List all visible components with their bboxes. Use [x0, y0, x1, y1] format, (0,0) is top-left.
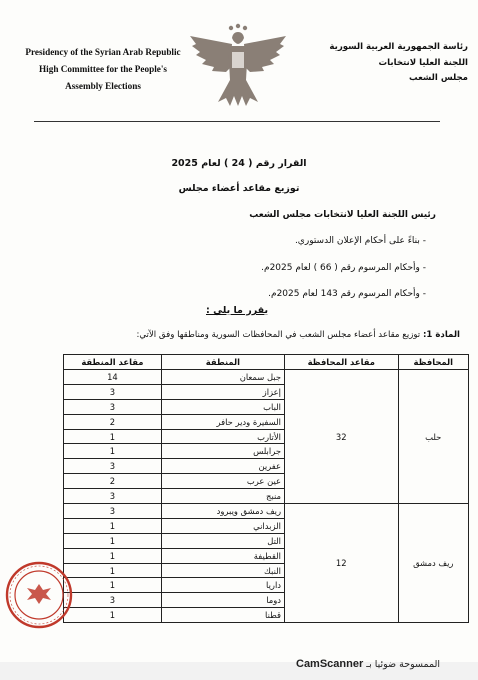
region-cell: النبك: [161, 563, 284, 578]
region-seats-cell: 1: [64, 429, 162, 444]
article-1: [136, 330, 460, 340]
region-cell: داريا: [161, 578, 284, 593]
decision-issuer: رئيس اللجنة العليا لانتخابات مجلس الشعب: [249, 210, 436, 220]
clause-decree-66: - وأحكام المرسوم رقم ( 66 ) لعام 2025م.: [261, 263, 426, 273]
english-header-line: Assembly Elections: [65, 81, 141, 91]
official-seal-icon: [4, 560, 74, 630]
region-seats-cell: 2: [64, 474, 162, 489]
table-row: [64, 370, 469, 385]
region-seats-cell: 3: [64, 384, 162, 399]
region-cell: الزبداني: [161, 518, 284, 533]
region-seats-cell: 3: [64, 593, 162, 608]
table-row: [64, 504, 469, 519]
region-cell: الباب: [161, 399, 284, 414]
scanner-watermark: [296, 658, 440, 670]
region-cell: قطنا: [161, 608, 284, 623]
english-header-line: High Committee for the People's: [39, 64, 167, 74]
english-header-line: Presidency of the Syrian Arab Republic: [25, 47, 181, 57]
region-seats-cell: 3: [64, 399, 162, 414]
governorate-cell: حلب: [398, 370, 468, 504]
clause-decree-143: - وأحكام المرسوم رقم 143 لعام 2025م.: [268, 289, 426, 299]
clause-constitution: - بناءً على أحكام الإعلان الدستوري.: [294, 236, 426, 246]
governorate-cell: ريف دمشق: [398, 504, 468, 623]
region-seats-cell: 2: [64, 414, 162, 429]
region-cell: ريف دمشق ويبرود: [161, 504, 284, 519]
seat-distribution-table: [63, 354, 469, 623]
table-header-row: [64, 355, 469, 370]
watermark-prefix: الممسوحة ضوئيا بـ: [366, 659, 441, 670]
region-cell: القطيفة: [161, 548, 284, 563]
region-cell: التل: [161, 533, 284, 548]
region-cell: عين عرب: [161, 474, 284, 489]
arabic-header-line: مجلس الشعب: [408, 73, 468, 83]
header-region-seats: مقاعد المنطقة: [64, 355, 162, 370]
arabic-header-line: رئاسة الجمهورية العربية السورية: [329, 42, 468, 52]
region-seats-cell: 1: [64, 578, 162, 593]
arabic-header: [318, 40, 468, 87]
decides-heading: يقرر ما يلي :: [206, 305, 269, 316]
article-text: توزيع مقاعد أعضاء مجلس الشعب في المحافظات السورية ومناطقها وفق الآتي:: [136, 330, 421, 340]
region-seats-cell: 14: [64, 370, 162, 385]
region-cell: إعزاز: [161, 384, 284, 399]
region-seats-cell: 1: [64, 548, 162, 563]
region-cell: جرابلس: [161, 444, 284, 459]
region-cell: الأتارب: [161, 429, 284, 444]
region-seats-cell: 1: [64, 563, 162, 578]
decision-number: القرار رقم ( 24 ) لعام 2025: [171, 158, 307, 169]
region-seats-cell: 3: [64, 459, 162, 474]
table-body: [64, 370, 469, 623]
header-governorate: المحافظة: [398, 355, 468, 370]
header-governorate-seats: مقاعد المحافظة: [285, 355, 399, 370]
region-seats-cell: 1: [64, 533, 162, 548]
decision-subject: توزيع مقاعد أعضاء مجلس: [178, 183, 300, 194]
region-seats-cell: 3: [64, 504, 162, 519]
header-region: المنطقة: [161, 355, 284, 370]
article-label: المادة 1:: [422, 330, 460, 340]
eagle-emblem-icon: [188, 22, 288, 108]
governorate-seats-cell: 12: [285, 504, 399, 623]
region-cell: عفرين: [161, 459, 284, 474]
region-seats-cell: 1: [64, 444, 162, 459]
region-cell: دوما: [161, 593, 284, 608]
header-divider: [34, 121, 440, 122]
governorate-seats-cell: 32: [285, 370, 399, 504]
region-seats-cell: 1: [64, 608, 162, 623]
english-header: [18, 44, 188, 95]
region-seats-cell: 1: [64, 518, 162, 533]
region-seats-cell: 3: [64, 489, 162, 504]
region-cell: السفيرة ودير حافر: [161, 414, 284, 429]
region-cell: جبل سمعان: [161, 370, 284, 385]
arabic-header-line: اللجنة العليا لانتخابات: [378, 57, 468, 68]
watermark-brand: CamScanner: [296, 658, 364, 670]
region-cell: منبج: [161, 489, 284, 504]
